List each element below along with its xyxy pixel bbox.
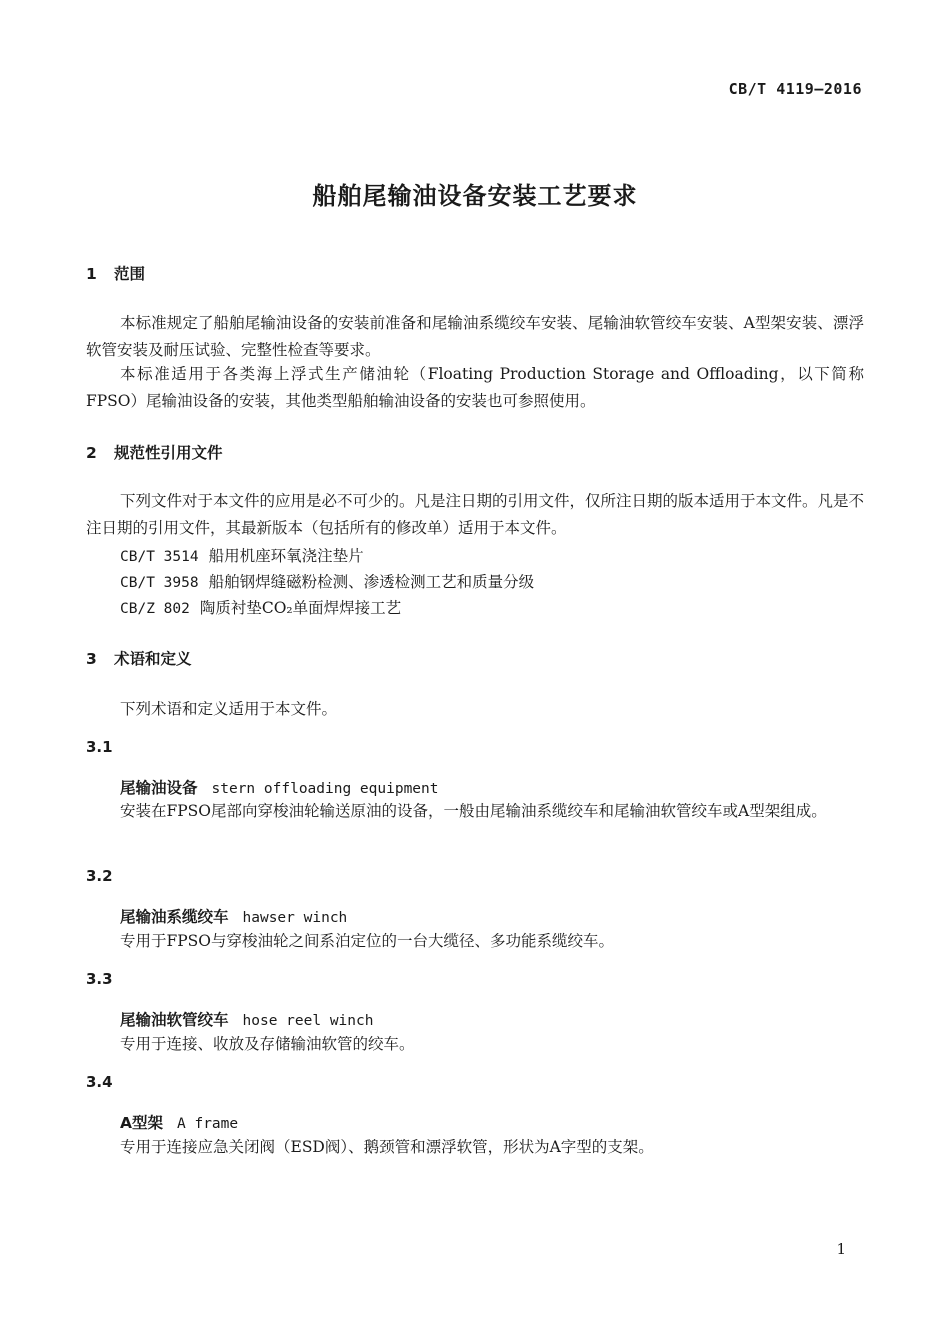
section-title: 规范性引用文件 xyxy=(114,444,223,462)
term-definition: 安装在FPSO尾部向穿梭油轮输送原油的设备，一般由尾输油系缆绞车和尾输油软管绞车或A型架组成。 xyxy=(120,802,827,820)
term-english: hose reel winch xyxy=(242,1013,374,1029)
term-chinese: 尾输油系缆绞车 xyxy=(120,908,229,926)
reference-item xyxy=(120,544,364,566)
section-1-heading xyxy=(86,262,145,284)
terms-intro-paragraph: 下列术语和定义适用于本文件。 xyxy=(120,700,338,718)
term-definition: 专用于FPSO与穿梭油轮之间系泊定位的一台大缆径、多功能系缆绞车。 xyxy=(120,932,615,950)
term-entry xyxy=(120,776,439,798)
document-title: 船舶尾输油设备安装工艺要求 xyxy=(312,182,638,210)
normative-paragraph: 下列文件对于本文件的应用是必不可少的。凡是注日期的引用文件，仅所注日期的版本适用于本文件。凡是不注日期的引用文件，其最新版本（包括所有的修改单）适用于本文件。 xyxy=(86,492,865,537)
subsection-number: 3.2 xyxy=(86,867,113,885)
term-chinese: A型架 xyxy=(120,1114,163,1132)
section-title: 术语和定义 xyxy=(114,650,192,668)
reference-code: CB/T 3514 xyxy=(120,549,199,565)
reference-title: 船用机座环氧浇注垫片 xyxy=(208,547,364,565)
term-entry xyxy=(120,905,347,927)
scope-paragraph-1: 本标准规定了船舶尾输油设备的安装前准备和尾输油系缆绞车安装、尾输油软管绞车安装、A型架安装、漂浮软管安装及耐压试验、完整性检查等要求。 xyxy=(86,314,864,359)
term-entry xyxy=(120,1111,238,1133)
reference-code: CB/T 3958 xyxy=(120,575,199,591)
reference-item xyxy=(120,596,401,618)
section-number: 1 xyxy=(86,265,97,283)
subsection-number: 3.4 xyxy=(86,1073,113,1091)
subsection-number: 3.1 xyxy=(86,738,113,756)
section-number: 2 xyxy=(86,444,97,462)
term-english: stern offloading equipment xyxy=(211,781,439,797)
reference-item xyxy=(120,570,534,592)
scope-paragraph-2: 本标准适用于各类海上浮式生产储油轮（Floating Production Storage and Offloading，以下简称FPSO）尾输油设备的安装，其他类型船舶输油设备的安装也可参照使用。 xyxy=(86,365,864,410)
subsection-number: 3.3 xyxy=(86,970,113,988)
term-definition: 专用于连接应急关闭阀（ESD阀）、鹅颈管和漂浮软管，形状为A字型的支架。 xyxy=(120,1138,654,1156)
term-english: A frame xyxy=(177,1116,239,1132)
section-3-heading xyxy=(86,647,192,669)
reference-title: 船舶钢焊缝磁粉检测、渗透检测工艺和质量分级 xyxy=(208,573,535,591)
section-number: 3 xyxy=(86,650,97,668)
term-definition: 专用于连接、收放及存储输油软管的绞车。 xyxy=(120,1035,415,1053)
term-entry xyxy=(120,1008,373,1030)
page-number: 1 xyxy=(836,1240,846,1258)
term-english: hawser winch xyxy=(242,910,348,926)
section-2-heading xyxy=(86,441,223,463)
section-title: 范围 xyxy=(114,265,146,283)
term-chinese: 尾输油设备 xyxy=(120,779,198,797)
standard-code: CB/T 4119—2016 xyxy=(728,80,862,98)
reference-title: 陶质衬垫CO₂单面焊焊接工艺 xyxy=(199,599,402,617)
term-chinese: 尾输油软管绞车 xyxy=(120,1011,229,1029)
reference-code: CB/Z 802 xyxy=(120,601,190,617)
